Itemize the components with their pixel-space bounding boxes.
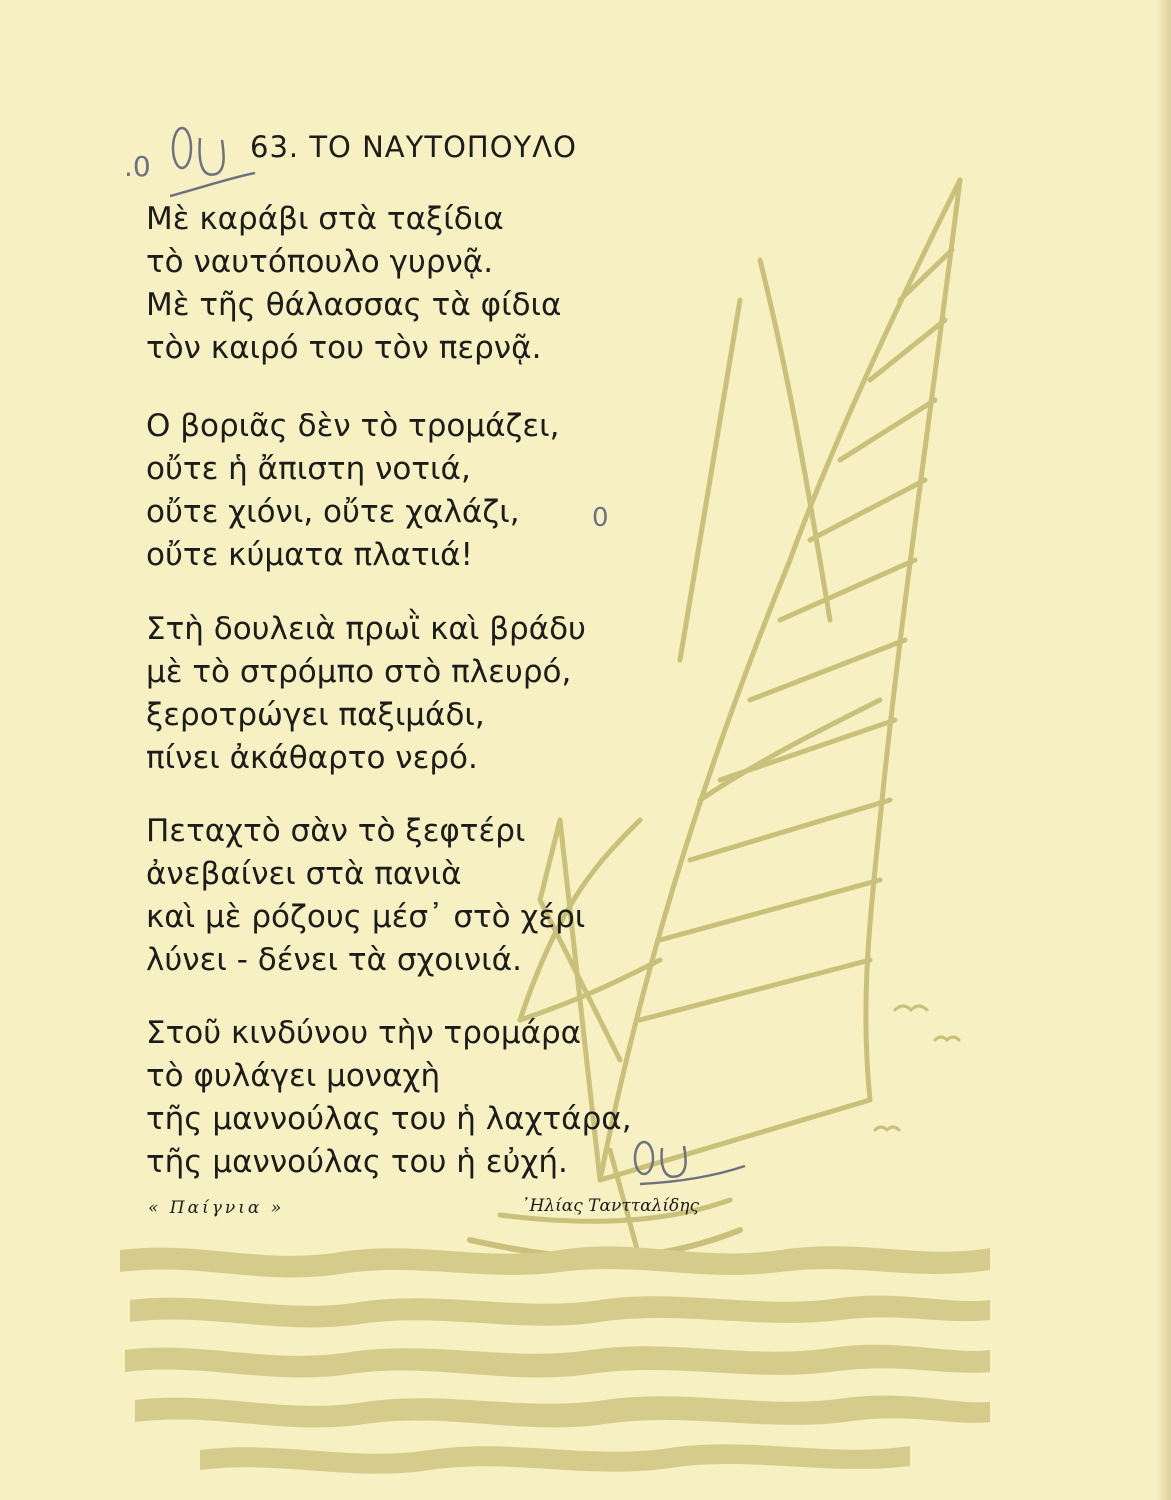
pencil-scribble-bottom-icon xyxy=(620,1136,750,1206)
poem-line: λύνει - δένει τὰ σχοινιά. xyxy=(146,942,522,978)
poem-line: οὔτε κύματα πλατιά! xyxy=(146,537,473,573)
poem-line: οὔτε χιόνι, οὔτε χαλάζι, xyxy=(146,494,520,530)
stanza-4 xyxy=(146,810,585,982)
stanza-2 xyxy=(146,405,559,577)
poem-line: ἀνεβαίνει στὰ πανιὰ xyxy=(146,856,462,892)
pencil-scribble-icon xyxy=(160,118,260,218)
poem-line: τῆς μαννούλας του ἡ λαχτάρα, xyxy=(146,1101,632,1137)
pencil-mark-mid-right: 0 xyxy=(592,503,609,533)
poem-line: Στὴ δουλειὰ πρωῒ καὶ βράδυ xyxy=(146,611,586,647)
poem-line: Ο βοριᾶς δὲν τὸ τρομάζει, xyxy=(146,408,560,444)
poem-line: Μὲ καράβι στὰ ταξίδια xyxy=(146,201,504,237)
pencil-mark-top-left: .0 xyxy=(124,150,151,183)
poem-line: καὶ μὲ ρόζους μέσ᾽ στὸ χέρι xyxy=(146,899,586,935)
poem-line: τῆς μαννούλας του ἡ εὐχή. xyxy=(146,1144,568,1180)
poem-title: ΤΟ ΝΑΥΤΟΠΟΥΛΟ xyxy=(309,130,577,164)
poem-line: Πεταχτὸ σὰν τὸ ξεφτέρι xyxy=(146,813,526,849)
poem-line: πίνει ἀκάθαρτο νερό. xyxy=(146,740,478,776)
poem-source: « Παίγνια » xyxy=(148,1198,285,1218)
stanza-3 xyxy=(146,608,586,780)
poem-line: τὸν καιρό του τὸν περνᾷ. xyxy=(146,330,542,366)
poem-line: τὸ ναυτόπουλο γυρνᾷ. xyxy=(146,244,494,280)
stanza-1 xyxy=(146,198,561,370)
poem-line: Στοῦ κινδύνου τὴν τρομάρα xyxy=(146,1015,582,1051)
poem-number: 63. xyxy=(250,130,300,164)
poem-line: μὲ τὸ στρόμπο στὸ πλευρό, xyxy=(146,654,572,690)
poem-title-row xyxy=(250,130,577,164)
poem-author: ᾽Ηλίας Ταντταλίδης xyxy=(521,1196,699,1216)
poem-line: τὸ φυλάγει μοναχὴ xyxy=(146,1058,441,1094)
stanza-5 xyxy=(146,1012,632,1184)
poem-line: Μὲ τῆς θάλασσας τὰ φίδια xyxy=(146,287,562,323)
poem-line: ξεροτρώγει παξιμάδι, xyxy=(146,697,485,733)
poem-line: οὔτε ἡ ἄπιστη νοτιά, xyxy=(146,451,471,487)
